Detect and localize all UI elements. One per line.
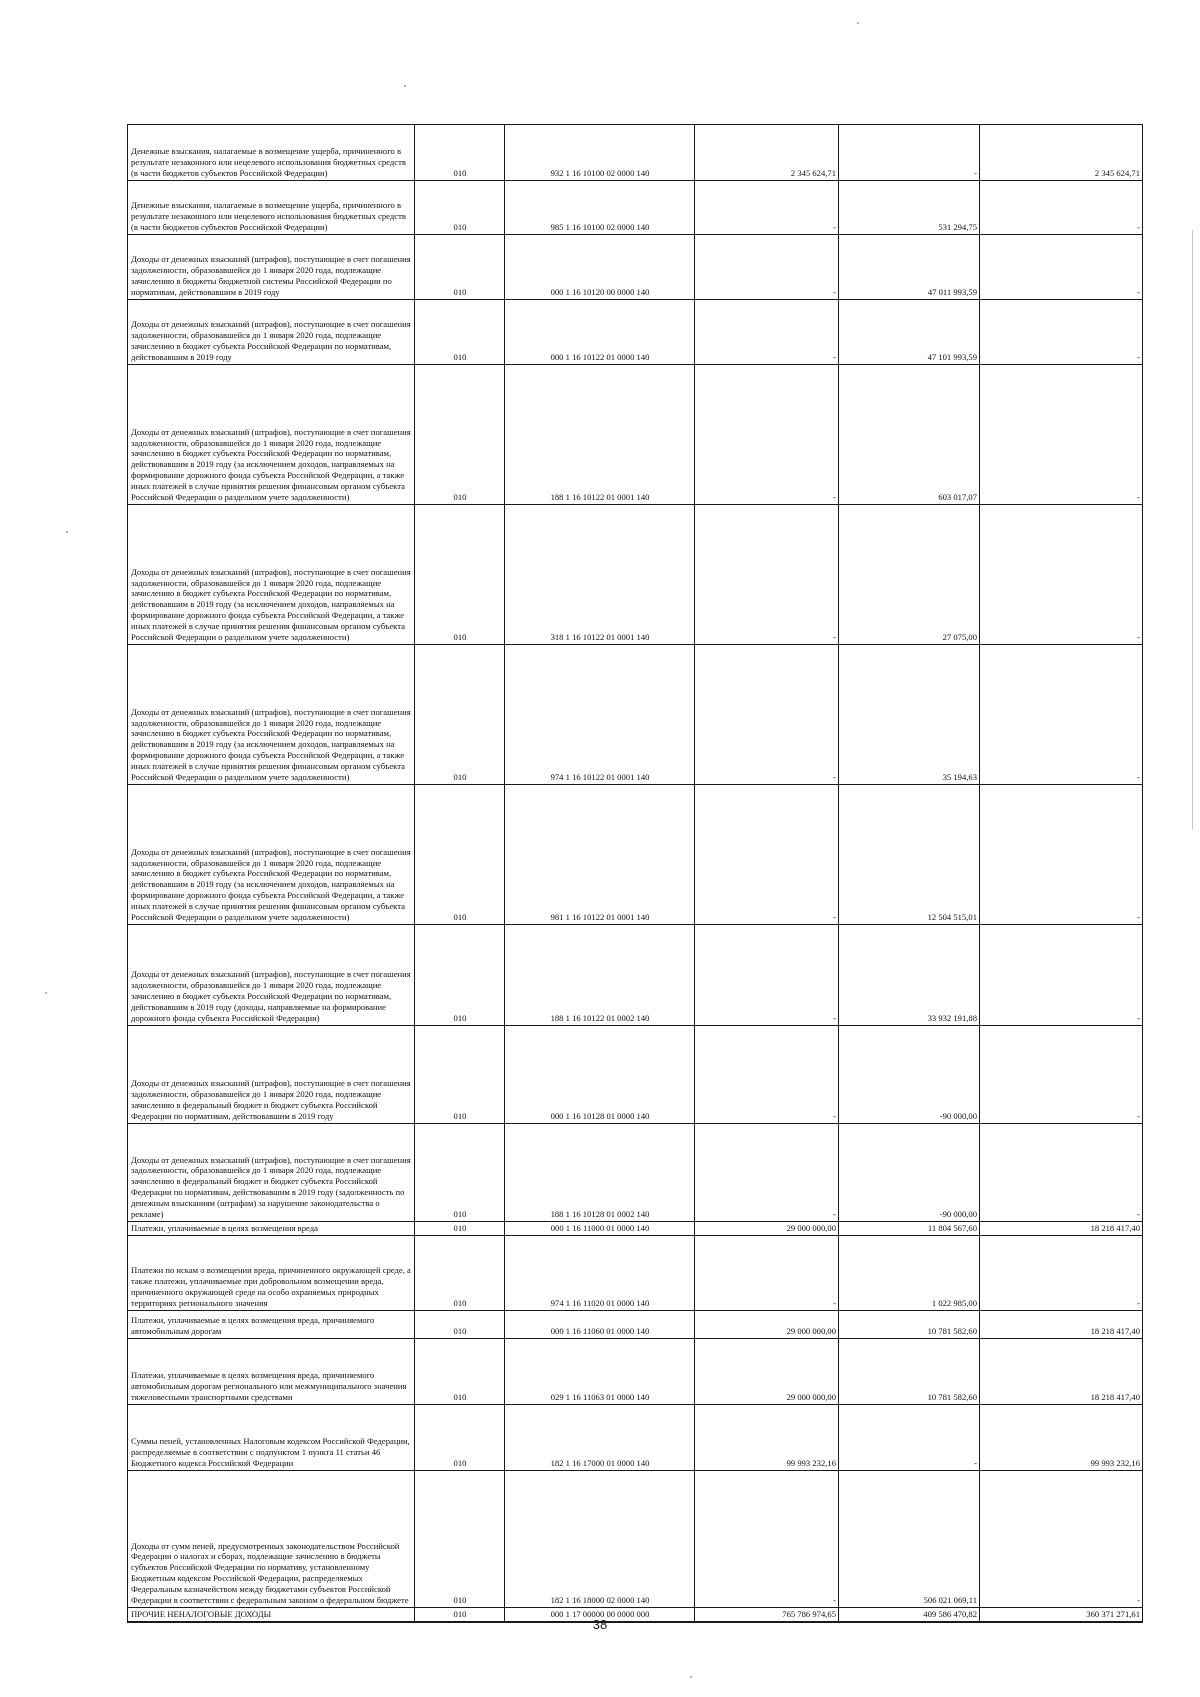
row-description: Денежные взыскания, налагаемые в возмещение ущерба, причиненного в результате незаконного или нецелевого использования бюджетных средств (в части бюджетов субъектов Российской Федерации) <box>131 146 406 179</box>
row-budget-code: 985 1 16 10100 02 0000 140 <box>550 222 650 233</box>
row-budget-code: 188 1 16 10128 01 0002 140 <box>550 1209 650 1220</box>
row-line-code: 010 <box>453 168 467 179</box>
row-line-code: 010 <box>453 1209 467 1220</box>
row-unexecuted-amount: - <box>1137 772 1140 783</box>
table-row <box>128 1222 1143 1236</box>
page-number: 38 <box>592 1617 608 1632</box>
row-budget-code: 000 1 16 11000 01 0000 140 <box>550 1223 650 1234</box>
row-budget-code: 182 1 16 17000 01 0000 140 <box>550 1458 650 1469</box>
row-budget-code: 182 1 16 18000 02 0000 140 <box>550 1595 650 1606</box>
row-description: Доходы от денежных взысканий (штрафов), поступающие в счет погашения задолженности, образовавшейся до 1 января 2020 года, подлежащие зачислению в бюджет субъекта Российской Федерации по нормативам, действовавшим в 2019 году (доходы, направляемые на формирование дорожного фонда субъекта Российской Федерации) <box>131 969 411 1024</box>
row-approved-amount: 2 345 624,71 <box>790 168 836 179</box>
row-budget-code: 974 1 16 10122 01 0001 140 <box>550 772 650 783</box>
row-description: Суммы пеней, установленных Налоговым кодексом Российской Федерации, распределяемые в соответствии с подпунктом 1 пункта 11 статьи 46 Бюджетного кодекса Российской Федерации <box>131 1436 410 1469</box>
row-approved-amount: 29 000 000,00 <box>786 1392 836 1403</box>
scan-speck <box>404 85 406 87</box>
row-executed-amount: -90 000,00 <box>939 1209 977 1220</box>
row-executed-amount: 27 075,00 <box>942 632 977 643</box>
row-approved-amount: 765 786 974,65 <box>782 1608 836 1619</box>
row-unexecuted-amount: 2 345 624,71 <box>1094 168 1140 179</box>
row-line-code: 010 <box>453 352 467 363</box>
row-executed-amount: 12 504 515,01 <box>927 912 977 923</box>
table-row <box>128 125 1143 181</box>
row-line-code: 010 <box>453 1013 467 1024</box>
row-description: ПРОЧИЕ НЕНАЛОГОВЫЕ ДОХОДЫ <box>131 1608 272 1619</box>
row-unexecuted-amount: 99 993 232,16 <box>1090 1458 1140 1469</box>
row-executed-amount: 1 022 985,00 <box>931 1298 977 1309</box>
row-line-code: 010 <box>453 1458 467 1469</box>
row-description: Платежи, уплачиваемые в целях возмещения вреда, причиняемого автомобильным дорогам регионального или межмуниципального значения тяжеловесными транспортными средствами <box>131 1370 407 1403</box>
table-row <box>128 1236 1143 1311</box>
row-unexecuted-amount: - <box>1137 492 1140 503</box>
row-line-code: 010 <box>453 492 467 503</box>
row-description: Платежи, уплачиваемые в целях возмещения вреда <box>131 1223 318 1234</box>
row-description: Доходы от сумм пеней, предусмотренных законодательством Российской Федерации о налогах и сборах, подлежащие зачислению в бюджеты субъектов Российской Федерации по нормативу, установленному Бюджетным кодексом Российской Федерации, распределяемых Федеральным казначейством между бюджетами субъектов Российской Федерации в соответствии с федеральным законом о федеральном бюджете <box>131 1540 409 1606</box>
table-row <box>128 785 1143 925</box>
scan-speck <box>66 531 68 533</box>
row-unexecuted-amount: - <box>1137 1209 1140 1220</box>
row-line-code: 010 <box>453 632 467 643</box>
row-approved-amount: - <box>833 1595 836 1606</box>
row-executed-amount: 35 194,63 <box>942 772 977 783</box>
row-executed-amount: 10 781 582,60 <box>927 1326 977 1337</box>
row-unexecuted-amount: - <box>1137 222 1140 233</box>
table-row <box>128 1471 1143 1608</box>
row-budget-code: 000 1 16 10128 01 0000 140 <box>550 1111 650 1122</box>
row-line-code: 010 <box>453 772 467 783</box>
row-approved-amount: - <box>833 287 836 298</box>
table-row <box>128 925 1143 1026</box>
row-unexecuted-amount: 18 218 417,40 <box>1090 1326 1140 1337</box>
row-approved-amount: 99 993 232,16 <box>786 1458 836 1469</box>
row-budget-code: 981 1 16 10122 01 0001 140 <box>550 912 650 923</box>
row-description: Доходы от денежных взысканий (штрафов), поступающие в счет погашения задолженности, образовавшейся до 1 января 2020 года, подлежащие зачислению в бюджет субъекта Российской Федерации по нормативам, действовавшим в 2019 году (за исключением доходов, направляемых на формирование дорожного фонда субъекта Российской Федерации, а также иных платежей в случае принятия решения финансовым органом субъекта Российской Федерации о раздельном учете задолженности) <box>131 706 411 783</box>
row-description: Доходы от денежных взысканий (штрафов), поступающие в счет погашения задолженности, образовавшейся до 1 января 2020 года, подлежащие зачислению в бюджет субъекта Российской Федерации по нормативам, действовавшим в 2019 году <box>131 319 411 363</box>
row-unexecuted-amount: - <box>1137 1013 1140 1024</box>
row-unexecuted-amount: - <box>1137 912 1140 923</box>
row-budget-code: 000 1 16 10122 01 0000 140 <box>550 352 650 363</box>
scan-speck <box>857 22 859 24</box>
row-executed-amount: 603 017,07 <box>938 492 977 503</box>
row-budget-code: 000 1 17 00000 00 0000 000 <box>550 1608 650 1619</box>
row-unexecuted-amount: - <box>1137 1111 1140 1122</box>
row-line-code: 010 <box>453 1608 467 1619</box>
row-budget-code: 000 1 16 11060 01 0000 140 <box>550 1326 650 1337</box>
revenue-table-body <box>128 125 1143 1622</box>
row-line-code: 010 <box>453 1595 467 1606</box>
table-row <box>128 1124 1143 1222</box>
row-approved-amount: - <box>833 1209 836 1220</box>
table-row <box>128 235 1143 300</box>
scan-speck <box>690 1676 692 1678</box>
row-budget-code: 318 1 16 10122 01 0001 140 <box>550 632 650 643</box>
row-line-code: 010 <box>453 1111 467 1122</box>
row-unexecuted-amount: 18 218 417,40 <box>1090 1392 1140 1403</box>
row-approved-amount: - <box>833 772 836 783</box>
table-row <box>128 300 1143 365</box>
row-line-code: 010 <box>453 287 467 298</box>
row-description: Платежи, уплачиваемые в целях возмещения вреда, причиняемого автомобильным дорогам <box>131 1315 375 1337</box>
row-approved-amount: - <box>833 1013 836 1024</box>
row-executed-amount: - <box>974 168 977 179</box>
table-row <box>128 645 1143 785</box>
table-row <box>128 365 1143 505</box>
row-description: Доходы от денежных взысканий (штрафов), поступающие в счет погашения задолженности, образовавшейся до 1 января 2020 года, подлежащие зачислению в федеральный бюджет и бюджет субъекта Российской Федерации по нормативам, действовавшим в 2019 году <box>131 1078 411 1122</box>
row-executed-amount: - <box>974 1458 977 1469</box>
row-unexecuted-amount: - <box>1137 352 1140 363</box>
row-approved-amount: - <box>833 1298 836 1309</box>
row-line-code: 010 <box>453 222 467 233</box>
scan-speck <box>45 992 47 994</box>
row-approved-amount: 29 000 000,00 <box>786 1223 836 1234</box>
row-executed-amount: 33 932 191,88 <box>927 1013 977 1024</box>
row-line-code: 010 <box>453 1392 467 1403</box>
row-description: Доходы от денежных взысканий (штрафов), поступающие в счет погашения задолженности, образовавшейся до 1 января 2020 года, подлежащие зачислению в бюджеты бюджетной системы Российской Федерации по нормативам, действовавшим в 2019 году <box>131 254 411 298</box>
revenue-table <box>127 124 1143 1623</box>
row-executed-amount: 47 011 993,59 <box>927 287 977 298</box>
table-row <box>128 1311 1143 1339</box>
row-line-code: 010 <box>453 912 467 923</box>
table-row <box>128 1026 1143 1124</box>
row-unexecuted-amount: 18 218 417,40 <box>1090 1223 1140 1234</box>
row-approved-amount: - <box>833 912 836 923</box>
row-unexecuted-amount: - <box>1137 632 1140 643</box>
table-row <box>128 505 1143 645</box>
row-description: Денежные взыскания, налагаемые в возмещение ущерба, причиненного в результате незаконного или нецелевого использования бюджетных средств (в части бюджетов субъектов Российской Федерации) <box>131 200 406 233</box>
row-description: Доходы от денежных взысканий (штрафов), поступающие в счет погашения задолженности, образовавшейся до 1 января 2020 года, подлежащие зачислению в бюджет субъекта Российской Федерации по нормативам, действовавшим в 2019 году (за исключением доходов, направляемых на формирование дорожного фонда субъекта Российской Федерации, а также иных платежей в случае принятия решения финансовым органом субъекта Российской Федерации о раздельном учете задолженности) <box>131 846 411 923</box>
row-unexecuted-amount: - <box>1137 1595 1140 1606</box>
row-budget-code: 188 1 16 10122 01 0001 140 <box>550 492 650 503</box>
row-approved-amount: - <box>833 222 836 233</box>
row-budget-code: 029 1 16 11063 01 0000 140 <box>550 1392 650 1403</box>
row-description: Платежи по искам о возмещении вреда, причиненного окружающей среде, а также платежи, уплачиваемые при добровольном возмещении вреда, причиненного окружающей среде на особо охраняемых природных территориях регионального значения <box>131 1265 411 1309</box>
row-approved-amount: - <box>833 352 836 363</box>
row-line-code: 010 <box>453 1298 467 1309</box>
row-budget-code: 932 1 16 10100 02 0000 140 <box>550 168 650 179</box>
row-approved-amount: - <box>833 1111 836 1122</box>
row-approved-amount: 29 000 000,00 <box>786 1326 836 1337</box>
row-line-code: 010 <box>453 1326 467 1337</box>
row-executed-amount: 10 781 582,60 <box>927 1392 977 1403</box>
row-executed-amount: -90 000,00 <box>939 1111 977 1122</box>
row-executed-amount: 11 804 567,60 <box>927 1223 977 1234</box>
row-approved-amount: - <box>833 492 836 503</box>
row-approved-amount: - <box>833 632 836 643</box>
row-budget-code: 188 1 16 10122 01 0002 140 <box>550 1013 650 1024</box>
row-unexecuted-amount: 360 371 271,61 <box>1086 1608 1140 1619</box>
row-unexecuted-amount: - <box>1137 287 1140 298</box>
table-row <box>128 181 1143 235</box>
row-budget-code: 000 1 16 10120 00 0000 140 <box>550 287 650 298</box>
row-executed-amount: 531 294,75 <box>938 222 977 233</box>
row-description: Доходы от денежных взысканий (штрафов), поступающие в счет погашения задолженности, образовавшейся до 1 января 2020 года, подлежащие зачислению в бюджет субъекта Российской Федерации по нормативам, действовавшим в 2019 году (за исключением доходов, направляемых на формирование дорожного фонда субъекта Российской Федерации, а также иных платежей в случае принятия решения финансовым органом субъекта Российской Федерации о раздельном учете задолженности) <box>131 566 411 643</box>
row-executed-amount: 47 101 993,59 <box>927 352 977 363</box>
table-row <box>128 1339 1143 1405</box>
table-row <box>128 1405 1143 1471</box>
row-line-code: 010 <box>453 1223 467 1234</box>
scan-edge-line <box>1192 230 1193 830</box>
row-budget-code: 974 1 16 11020 01 0000 140 <box>550 1298 650 1309</box>
row-unexecuted-amount: - <box>1137 1298 1140 1309</box>
row-executed-amount: 409 586 470,82 <box>923 1608 977 1619</box>
row-description: Доходы от денежных взысканий (штрафов), поступающие в счет погашения задолженности, образовавшейся до 1 января 2020 года, подлежащие зачислению в бюджет субъекта Российской Федерации по нормативам, действовавшим в 2019 году (за исключением доходов, направляемых на формирование дорожного фонда субъекта Российской Федерации, а также иных платежей в случае принятия решения финансовым органом субъекта Российской Федерации о раздельном учете задолженности) <box>131 426 411 503</box>
row-executed-amount: 506 021 069,11 <box>923 1595 977 1606</box>
row-description: Доходы от денежных взысканий (штрафов), поступающие в счет погашения задолженности, образовавшейся до 1 января 2020 года, подлежащие зачислению в федеральный бюджет и бюджет субъекта Российской Федерации по нормативам, действовавшим в 2019 году (задолженность по денежным взысканиям (штрафам) за нарушение законодательства о рекламе) <box>131 1154 411 1220</box>
